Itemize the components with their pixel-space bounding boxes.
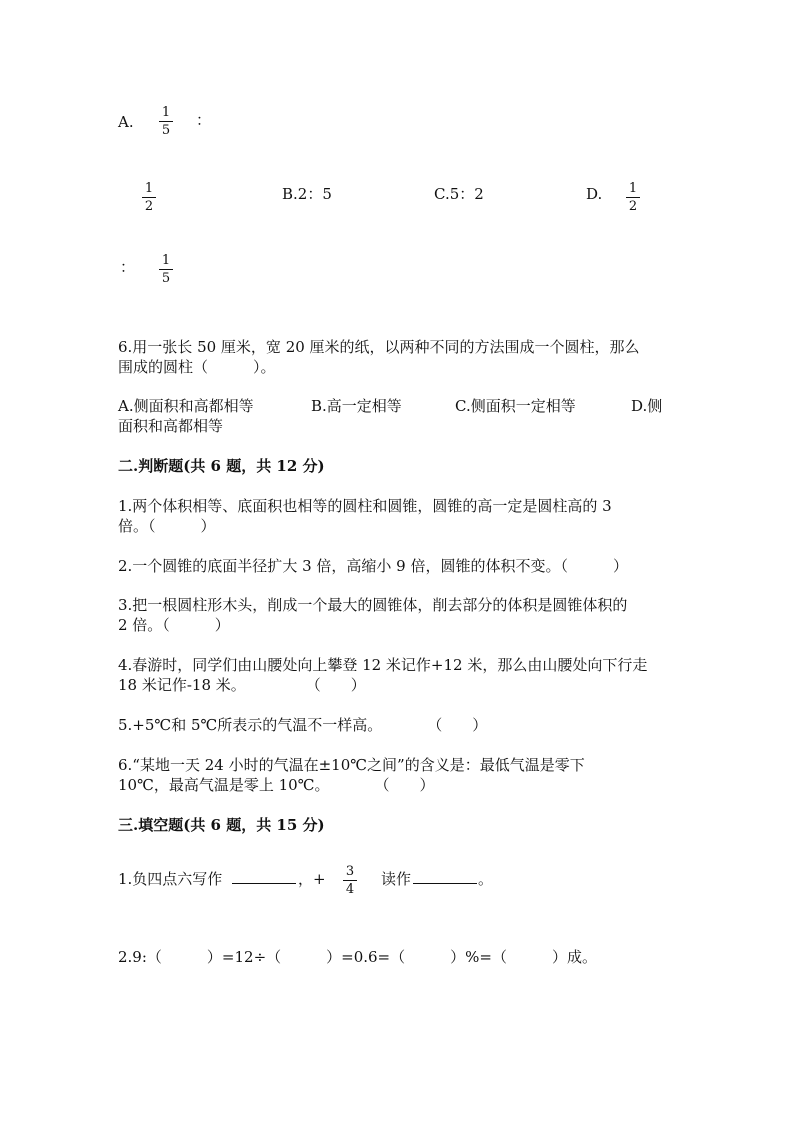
q6-option-c: C.侧面积一定相等	[455, 397, 576, 415]
fill-q2: 2.9:（ ）=12÷（ ）=0.6=（ ）%=（ ）成。	[118, 948, 597, 966]
option-a-fraction-2	[142, 182, 156, 214]
fraction-denominator: 4	[345, 882, 355, 897]
fraction-numerator: 1	[161, 105, 171, 120]
option-c: C.5：2	[434, 185, 484, 203]
q6-option-a: A.侧面积和高都相等	[118, 397, 254, 415]
fraction-numerator: 1	[628, 181, 638, 196]
option-d-colon: ：	[120, 258, 136, 276]
judge-q5: 5.+5℃和 5℃所表示的气温不一样高。 （ ）	[118, 716, 488, 734]
q6-line-2: 围成的圆柱（ ）。	[118, 358, 276, 376]
option-d-label: D.	[586, 185, 603, 203]
fraction-numerator: 1	[161, 253, 171, 268]
q6-option-d: D.侧	[631, 397, 663, 415]
fraction-numerator: 3	[345, 864, 355, 879]
fill-q1-blank-1	[232, 869, 296, 889]
section-3-title: 三.填空题(共 6 题，共 15 分)	[118, 816, 325, 834]
judge-q3-line-2: 2 倍。（ ）	[118, 616, 230, 634]
judge-q2: 2.一个圆锥的底面半径扩大 3 倍，高缩小 9 倍，圆锥的体积不变。（ ）	[118, 557, 628, 575]
judge-q1-line-2: 倍。（ ）	[118, 517, 216, 535]
fraction-denominator: 2	[628, 199, 638, 214]
judge-q4-line-1: 4.春游时，同学们由山腰处向上攀登 12 米记作+12 米，那么由山腰处向下行走	[118, 656, 648, 674]
q6-option-b: B.高一定相等	[311, 397, 402, 415]
option-a-colon: ：	[196, 111, 212, 129]
fraction-denominator: 5	[161, 123, 171, 138]
fraction-bar	[159, 269, 173, 270]
option-b: B.2：5	[282, 185, 332, 203]
q6-line-1: 6.用一张长 50 厘米，宽 20 厘米的纸，以两种不同的方法围成一个圆柱，那么	[118, 338, 640, 356]
fraction-denominator: 2	[144, 199, 154, 214]
fraction-denominator: 5	[161, 271, 171, 286]
option-d-fraction	[626, 182, 640, 214]
judge-q1-line-1: 1.两个体积相等、底面积也相等的圆柱和圆锥，圆锥的高一定是圆柱高的 3	[118, 497, 612, 515]
fraction-bar	[142, 197, 156, 198]
fill-q1-fraction	[343, 865, 357, 897]
fraction-bar	[343, 880, 357, 881]
option-a-fraction	[159, 106, 173, 138]
fill-q1-text-b: ，+	[298, 870, 326, 888]
judge-q3-line-1: 3.把一根圆柱形木头，削成一个最大的圆锥体，削去部分的体积是圆锥体积的	[118, 596, 628, 614]
fraction-numerator: 1	[144, 181, 154, 196]
q6-option-d-continued: 面积和高都相等	[118, 417, 224, 435]
judge-q4-line-2: 18 米记作-18 米。 （ ）	[118, 676, 366, 694]
section-2-title: 二.判断题(共 6 题，共 12 分)	[118, 457, 325, 475]
fill-q1-text-d: 。	[478, 870, 494, 888]
fraction-bar	[626, 197, 640, 198]
fill-q1-blank-2	[413, 869, 477, 889]
fill-q1-text-a: 1.负四点六写作	[118, 870, 223, 888]
judge-q6-line-1: 6.“某地一天 24 小时的气温在±10℃之间”的含义是：最低气温是零下	[118, 756, 585, 774]
option-d-fraction-2	[159, 254, 173, 286]
fill-q1-text-c: 读作	[381, 870, 412, 888]
fraction-bar	[159, 121, 173, 122]
option-a-label: A.	[118, 113, 134, 131]
judge-q6-line-2: 10℃，最高气温是零上 10℃。 （ ）	[118, 776, 435, 794]
